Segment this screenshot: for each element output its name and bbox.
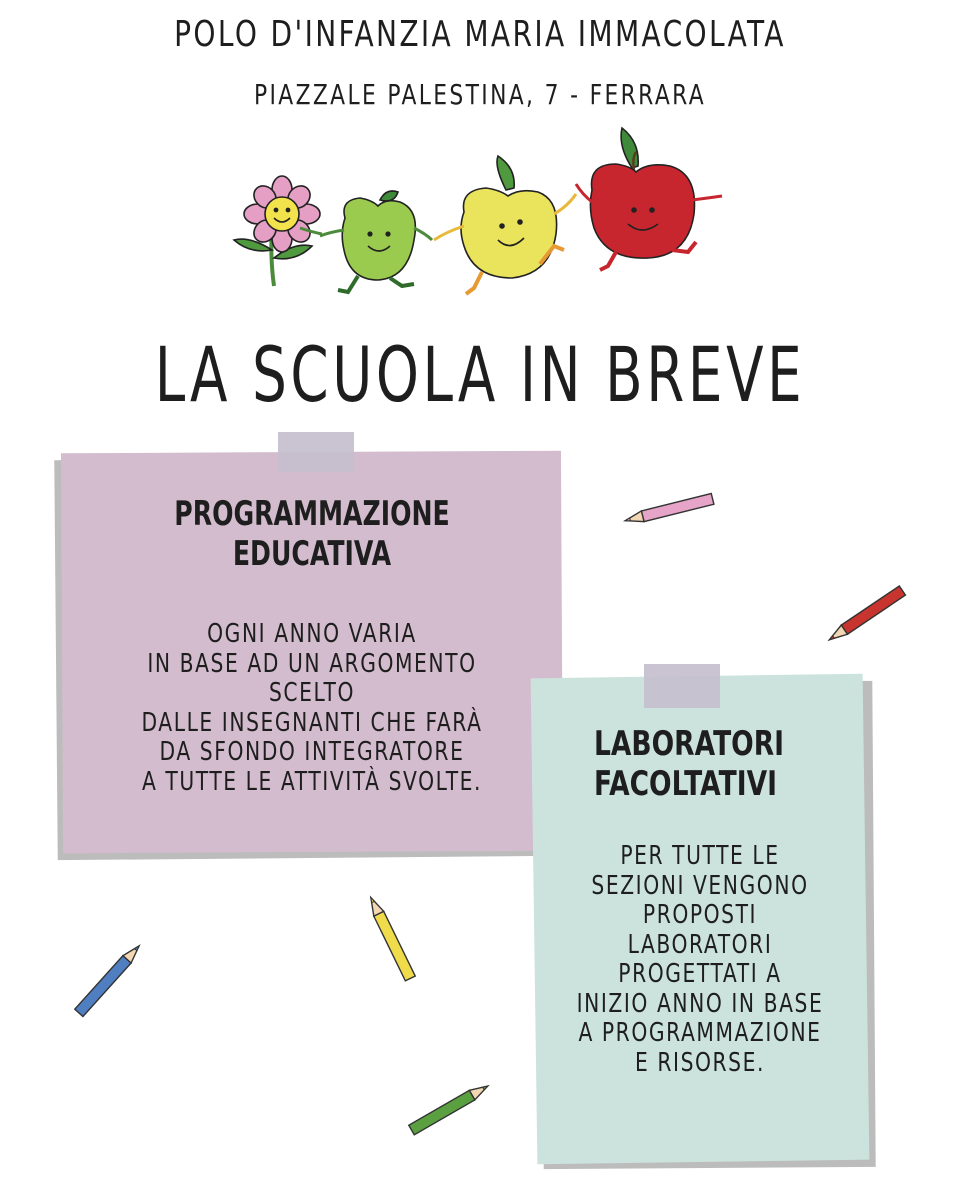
flower-character <box>234 176 322 286</box>
note-body-text <box>571 842 830 1078</box>
pencil-tip <box>135 945 141 951</box>
tape-strip <box>644 664 720 708</box>
pencil-body <box>75 956 131 1017</box>
note-body-line: A TUTTE LE ATTIVITÀ SVOLTE. <box>141 766 483 797</box>
tape-strip <box>278 432 354 472</box>
school-name: POLO D'INFANZIA MARIA IMMACOLATA <box>174 14 786 55</box>
note-body-line: PER TUTTE LE <box>620 841 780 871</box>
note-heading-line: EDUCATIVA <box>232 534 392 574</box>
yellow-pencil-icon <box>356 892 426 988</box>
note-heading <box>547 724 806 804</box>
note-body-line: IN BASE AD UN ARGOMENTO SCELTO <box>147 648 477 708</box>
pencil-tip <box>829 636 835 641</box>
yellow-apple-character <box>434 156 576 294</box>
note-body-line: SEZIONI VENGONO <box>591 870 809 901</box>
note-body-line: E RISORSE. <box>635 1047 765 1078</box>
note-heading-line: LABORATORI <box>594 724 784 764</box>
note-body-line: DALLE INSEGNANTI CHE FARÀ <box>141 707 483 738</box>
red-apple-character <box>576 128 722 270</box>
note-heading-line: PROGRAMMAZIONE <box>174 494 450 534</box>
page-title: LA SCUOLA IN BREVE <box>154 330 806 419</box>
red-pencil-icon <box>822 580 912 650</box>
note-body-line: PROPOSTI <box>642 900 758 930</box>
note-heading-line: FACOLTATIVI <box>594 764 777 804</box>
note-programmazione-educativa <box>62 452 562 852</box>
note-laboratori-facoltativi <box>534 676 866 1162</box>
pencil-body <box>409 1090 475 1135</box>
note-heading <box>127 494 497 574</box>
note-body-line: LABORATORI <box>627 929 773 960</box>
note-body-text <box>117 620 507 797</box>
green-apple-character <box>320 191 432 292</box>
note-body-line: A PROGRAMMAZIONE <box>578 1018 822 1048</box>
note-body-line: PROGETTATI A <box>618 959 782 989</box>
pencil-body <box>841 586 905 634</box>
note-body-line: INIZIO ANNO IN BASE <box>576 988 824 1019</box>
pink-pencil-icon <box>620 490 720 530</box>
note-body-line: DA SFONDO INTEGRATORE <box>159 737 465 767</box>
pencil-body <box>374 911 415 981</box>
note-body-line: OGNI ANNO VARIA <box>207 619 417 649</box>
fruit-mascots-illustration <box>220 118 740 308</box>
pencil-body <box>641 494 714 522</box>
blue-pencil-icon <box>70 936 150 1022</box>
school-address: PIAZZALE PALESTINA, 7 - FERRARA <box>253 78 707 111</box>
green-pencil-icon <box>404 1074 494 1144</box>
